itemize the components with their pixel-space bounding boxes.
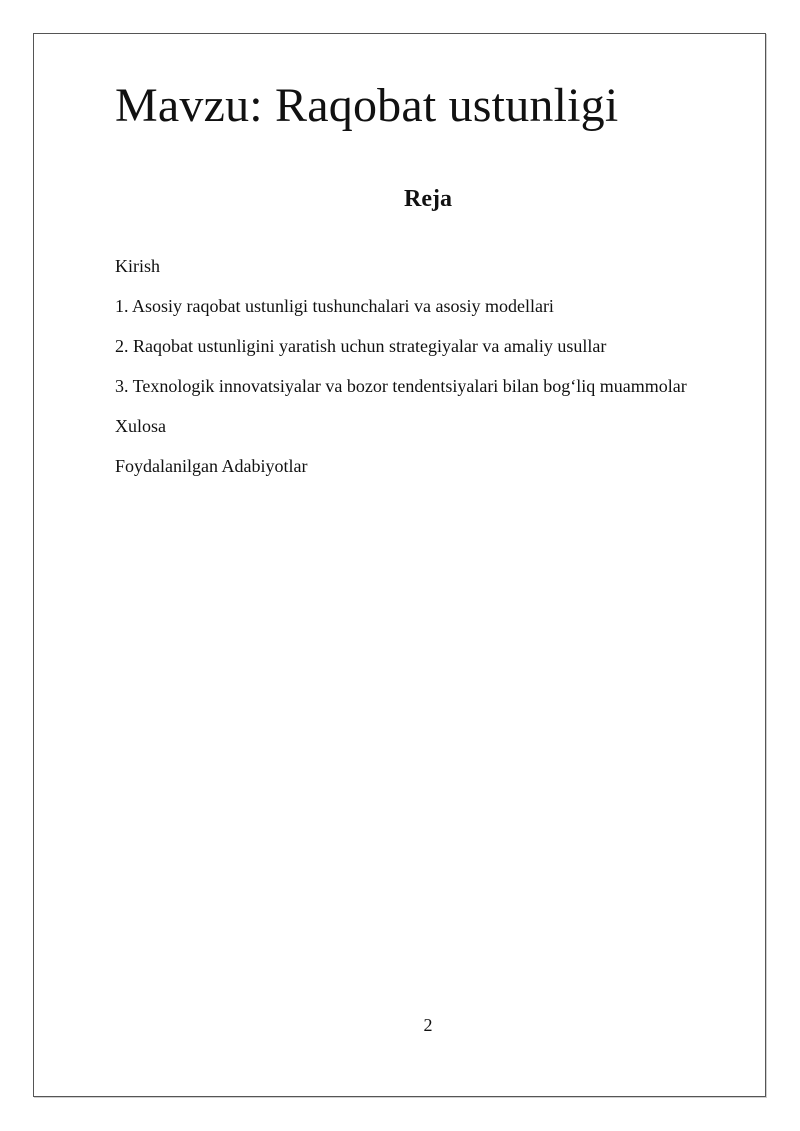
plan-heading: Reja — [404, 186, 452, 212]
plan-item-chapter-1: 1. Asosiy raqobat ustunligi tushunchalari va asosiy modellari — [115, 296, 554, 316]
plan-item-conclusion: Xulosa — [115, 416, 166, 436]
plan-item-chapter-3: 3. Texnologik innovatsiyalar va bozor tendentsiyalari bilan bog‘liq muammolar — [115, 376, 687, 396]
page-number: 2 — [423, 1015, 433, 1035]
plan-item-references: Foydalanilgan Adabiyotlar — [115, 456, 308, 476]
plan-item-introduction: Kirish — [115, 256, 160, 276]
plan-item-chapter-2: 2. Raqobat ustunligini yaratish uchun strategiyalar va amaliy usullar — [115, 336, 607, 356]
document-title: Mavzu: Raqobat ustunligi — [115, 79, 619, 132]
plan-list — [115, 254, 687, 494]
